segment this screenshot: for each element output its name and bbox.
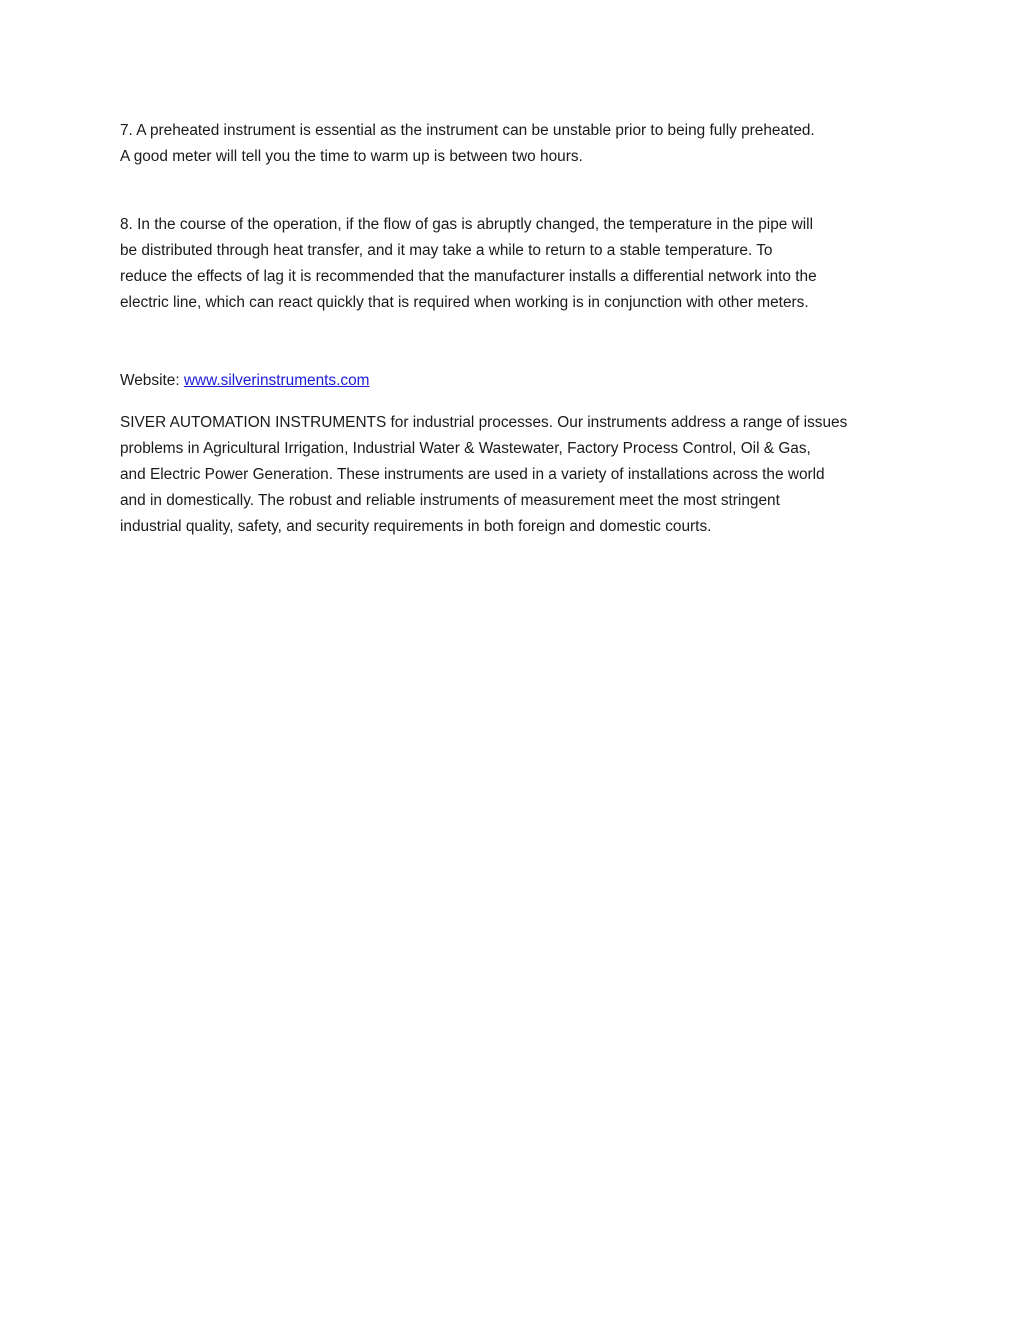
paragraph-item-8: 8. In the course of the operation, if the flow of gas is abruptly changed, the temperature in the pipe will be distributed through heat transfer, and it may take a while to return to a stable temperature. To reduce the effects of lag it is recommended that the manufacturer installs a differential network into the electric line, which can react quickly that is required when working is in conjunction with other meters. <box>120 216 817 311</box>
paragraph-item-7: 7. A preheated instrument is essential as the instrument can be unstable prior to being fully preheated. A good meter will tell you the time to warm up is between two hours. <box>120 122 815 165</box>
paragraph-about: SIVER AUTOMATION INSTRUMENTS for industrial processes. Our instruments address a range of issues problems in Agricultural Irrigation, Industrial Water & Wastewater, Factory Process Control, Oil & Gas, and Electric Power Generation. These instruments are used in a variety of installations across the world and in domestically. The robust and reliable instruments of measurement meet the most stringent industrial quality, safety, and security requirements in both foreign and domestic courts. <box>120 414 848 535</box>
website-link[interactable]: www.silverinstruments.com <box>183 372 370 389</box>
website-label: Website: <box>120 372 184 389</box>
document-body <box>120 118 920 556</box>
paragraph-item-8-group <box>120 186 920 394</box>
